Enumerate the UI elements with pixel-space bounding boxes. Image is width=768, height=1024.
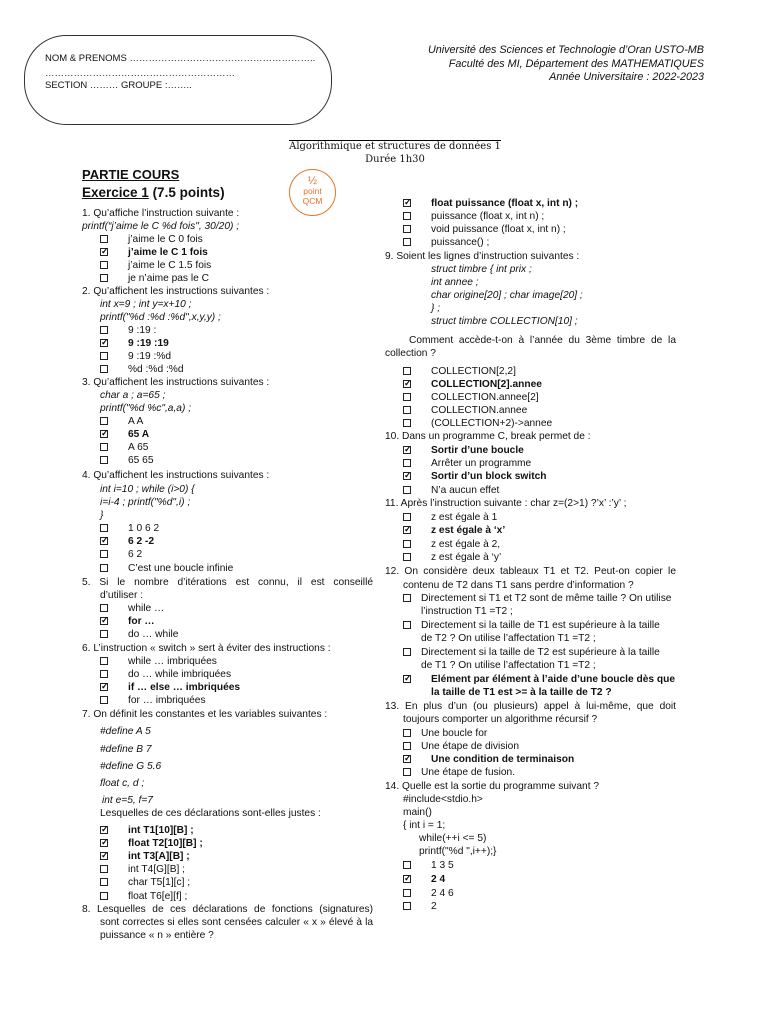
checkbox[interactable] [100,604,108,612]
text-line [431,686,612,699]
line-text: #define G 5.6 [100,761,162,772]
text-line [100,483,195,496]
line-text: 14. Quelle est la sortie du programme suivant ? [385,781,600,792]
option-line [100,548,142,561]
line-text: 1 3 5 [431,860,454,871]
checkbox[interactable] [403,861,411,869]
line-text: int T1[10][B] ; [128,825,194,836]
text-line [385,780,599,793]
checkbox[interactable] [100,630,108,638]
option-line [403,727,487,740]
checked-checkbox[interactable] [100,683,108,691]
line-text: #define A 5 [100,726,151,737]
section-title: PARTIE COURS [82,167,180,182]
option-line [100,428,149,441]
option-line [100,441,148,454]
text-line [82,903,373,916]
option-line [403,484,499,497]
checked-checkbox[interactable] [403,380,411,388]
option-line [403,646,660,659]
university-header [428,44,704,85]
line-text: j’aime le C 1 fois [128,247,208,258]
checkbox[interactable] [100,524,108,532]
text-line [385,497,626,510]
line-text: contenu de T2 dans T1 sans perdre d’information ? [403,580,634,591]
checkbox[interactable] [403,393,411,401]
line-text: Directement si la taille de T1 est supérieure à la taille [421,620,660,631]
badge-point: point [303,186,322,196]
line-text: z est égale à ‘x’ [431,525,506,536]
line-text: int T4[G][B] ; [128,864,185,875]
option-line [100,272,209,285]
line-text: float T2[10][B] ; [128,838,203,849]
checkbox[interactable] [100,352,108,360]
line-text: 3. Qu’affichent les instructions suivantes : [82,377,270,388]
line-text: (COLLECTION+2)->annee [431,418,553,429]
line-text: #include<stdio.h> [403,794,483,805]
name-field[interactable]: NOM & PRENOMS ………………………………………………….. [45,53,316,64]
line-text: Directement si T1 et T2 sont de même taille ? On utilise [421,593,672,604]
checkbox[interactable] [100,274,108,282]
checked-checkbox[interactable] [100,339,108,347]
line-text: A A [128,416,144,427]
option-line [403,592,671,605]
text-line [419,832,486,845]
student-id-box [24,35,332,125]
text-line [100,916,373,929]
option-line [100,454,154,467]
option-line [403,859,454,872]
text-line [82,708,327,721]
option-line [100,824,194,837]
text-line [403,713,597,726]
line-text: 11. Après l’instruction suivante : char z=(2>1) ?’x’ :’y’ ; [385,498,627,509]
line-text: for … imbriquées [128,695,206,706]
text-line [431,276,479,289]
line-text: 6. L’instruction « switch » sert à éviter des instructions : [82,643,331,654]
option-line [403,673,675,686]
line-text: while(++i <= 5) [419,833,487,844]
line-text: z est égale à ‘y’ [431,552,502,563]
line-text: while … [128,603,165,614]
checkbox[interactable] [403,889,411,897]
checkbox[interactable] [100,657,108,665]
line-text: Comment accède-t-on à l’année du 3ème timbre de la [409,335,676,346]
line-text: float c, d ; [100,778,145,789]
option-line [403,365,516,378]
text-line [100,725,151,738]
line-text: Arrêter un programme [431,458,532,469]
line-text: 10. Dans un programme C, break permet de : [385,431,591,442]
line-text: 2 4 [431,874,446,885]
option-line [100,694,206,707]
option-line [100,562,233,575]
line-text: COLLECTION[2,2] [431,366,516,377]
option-line [403,766,515,779]
checkbox[interactable] [403,238,411,246]
checkbox[interactable] [100,456,108,464]
line-text: z est égale à 1 [431,512,498,523]
exercise-points: (7.5 points) [148,185,225,200]
checked-checkbox[interactable] [100,826,108,834]
text-line [82,376,269,389]
department-name: Faculté des MI, Département des MATHEMATIQUES [448,57,704,70]
option-line [403,619,660,632]
exam-title-block [0,140,768,166]
line-text: Une condition de terminaison [431,754,575,765]
line-text: %d :%d :%d [128,364,184,375]
checkbox[interactable] [403,648,411,656]
option-line [403,887,454,900]
academic-year: Année Universitaire : 2022-2023 [549,71,704,83]
text-line [100,402,191,415]
line-text: COLLECTION[2].annee [431,379,542,390]
checkbox[interactable] [403,594,411,602]
option-line [403,444,524,457]
line-text: 9 :19 :19 [128,338,169,349]
option-line [100,850,190,863]
checkbox[interactable] [403,902,411,910]
option-line [403,223,566,236]
line-text: Une boucle for [421,728,488,739]
line-text: d’utiliser : [100,590,144,601]
checkbox[interactable] [403,406,411,414]
checked-checkbox[interactable] [100,537,108,545]
option-line [403,873,445,886]
option-line [100,863,185,876]
line-text: float puissance (float x, int n) ; [431,198,579,209]
exam-duration: Durée 1h30 [365,154,425,165]
line-text: de T1 ? On utilise l’affectation T1 =T2 ; [421,660,596,671]
line-text: Sortir d’un block switch [431,471,547,482]
option-line [403,391,539,404]
option-line [403,236,489,249]
line-text: collection ? [385,348,436,359]
option-line [100,655,217,668]
text-line [100,389,165,402]
text-line [409,334,676,347]
line-text: 2. Qu’affichent les instructions suivantes : [82,286,270,297]
text-line [82,207,239,220]
text-line [421,659,596,672]
line-text: 1 0 6 2 [128,523,160,534]
checked-checkbox[interactable] [403,526,411,534]
line-text: int e=5, f=7 [102,795,153,806]
text-line [385,347,436,360]
line-text: sont correctes si elles sont censées calculer « x » élevé à la [100,917,373,928]
checkbox[interactable] [403,225,411,233]
option-line [403,457,531,470]
text-line [100,777,144,790]
text-line [100,760,161,773]
option-line [100,522,159,535]
option-line [100,535,154,548]
line-text: struct timbre { int prix ; [431,264,532,275]
line-text: i=i-4 ; printf("%d",i) ; [100,497,191,508]
checkbox[interactable] [403,419,411,427]
text-line [100,311,221,324]
line-text: 2 [431,901,437,912]
line-text: int annee ; [431,277,479,288]
line-text: #define B 7 [100,744,152,755]
points-badge [289,169,336,216]
badge-qcm: QCM [302,196,323,206]
exercise-title [82,185,225,200]
text-line [102,794,153,807]
option-line [403,404,527,417]
text-line [82,576,373,589]
line-text: { int i = 1; [403,820,446,831]
text-line [419,845,496,858]
line-text: 1. Qu’affiche l’instruction suivante : [82,208,240,219]
checked-checkbox[interactable] [100,852,108,860]
line-text: 4. Qu’affichent les instructions suivantes : [82,470,270,481]
text-line [82,642,331,655]
line-text: printf("%d %c",a,a) ; [100,403,192,414]
line-text: la taille de T1 est >= à la taille de T2 ? [431,687,612,698]
line-text: 6 2 [128,549,143,560]
text-line [403,793,483,806]
line-text: 9 :19 : [128,325,157,336]
checkbox[interactable] [403,513,411,521]
option-line [403,197,578,210]
line-text: float T6[e][f] ; [128,891,188,902]
checkbox[interactable] [403,212,411,220]
line-text: char origine[20] ; char image[20] ; [431,290,583,301]
text-line [431,302,440,315]
line-text: j’aime le C 0 fois [128,234,203,245]
checkbox[interactable] [100,878,108,886]
text-line [431,263,532,276]
line-text: puissance « n » entière ? [100,930,214,941]
text-line [403,819,445,832]
line-text: 13. En plus d’un (ou plusieurs) appel à lui-même, que doit [385,701,676,712]
checkbox[interactable] [100,696,108,704]
option-line [403,378,542,391]
text-line [100,298,191,311]
line-text: Une étape de division [421,741,519,752]
option-line [100,363,184,376]
option-line [403,470,546,483]
checkbox[interactable] [100,261,108,269]
line-text: toujours comporter un algorithme récursif ? [403,714,598,725]
option-line [100,602,164,615]
line-text: } ; [431,303,441,314]
checked-checkbox[interactable] [100,430,108,438]
text-line [100,807,321,820]
text-line [82,469,269,482]
line-text: A 65 [128,442,149,453]
checkbox[interactable] [100,443,108,451]
line-text: Sortir d’une boucle [431,445,524,456]
checkbox[interactable] [100,326,108,334]
line-text: 65 A [128,429,150,440]
line-text: 2 4 6 [431,888,454,899]
line-text: printf("%d ",i++);} [419,846,497,857]
text-line [403,579,634,592]
checkbox[interactable] [100,670,108,678]
line-text: } [100,510,104,521]
option-line [100,890,187,903]
checked-checkbox[interactable] [403,875,411,883]
text-line [385,430,591,443]
line-text: COLLECTION.annee [431,405,528,416]
line-text: je n’aime pas le C [128,273,209,284]
checkbox[interactable] [403,367,411,375]
checkbox[interactable] [100,892,108,900]
line-text: l’instruction T1 =T2 ; [421,606,513,617]
exercise-name: Exercice 1 [82,185,149,200]
checked-checkbox[interactable] [100,248,108,256]
line-text: void puissance (float x, int n) ; [431,224,566,235]
option-line [403,753,574,766]
line-text: main() [403,807,432,818]
option-line [100,233,203,246]
line-text: char T5[1][c] ; [128,877,191,888]
text-line [421,605,513,618]
line-text: Elément par élément à l’aide d’une boucle dès que [431,674,676,685]
line-text: z est égale à 2, [431,539,501,550]
line-text: char a ; a=65 ; [100,390,166,401]
badge-fraction: ½ [307,175,318,187]
checked-checkbox[interactable] [403,199,411,207]
line-text: COLLECTION.annee[2] [431,392,539,403]
line-text: do … while [128,629,179,640]
checkbox[interactable] [403,459,411,467]
checked-checkbox[interactable] [403,446,411,454]
option-line [100,259,211,272]
text-line [385,700,676,713]
line-text: Une étape de fusion. [421,767,516,778]
checked-checkbox[interactable] [100,839,108,847]
line-text: 65 65 [128,455,154,466]
checkbox[interactable] [100,865,108,873]
checkbox[interactable] [403,540,411,548]
text-line [421,632,596,645]
line-text: int i=10 ; while (i>0) { [100,484,195,495]
line-text: 7. On définit les constantes et les variables suivantes : [82,709,328,720]
option-line [100,876,190,889]
line-text: Directement si la taille de T2 est supérieure à la taille [421,647,660,658]
university-name: Université des Sciences et Technologie d’Oran USTO-MB [427,44,704,56]
option-line [403,417,552,430]
option-line [100,615,155,628]
text-line [403,806,432,819]
text-line [431,315,578,328]
checkbox[interactable] [403,486,411,494]
line-text: 6 2 -2 [128,536,155,547]
exam-title: Algorithmique et structures de données 1 [289,141,501,152]
line-text: puissance() ; [431,237,490,248]
option-line [403,511,497,524]
checkbox[interactable] [100,235,108,243]
checked-checkbox[interactable] [403,675,411,683]
text-line [82,285,269,298]
checkbox[interactable] [403,742,411,750]
option-line [100,668,231,681]
text-line [385,250,579,263]
checkbox[interactable] [100,365,108,373]
line-text: puissance (float x, int n) ; [431,211,545,222]
checked-checkbox[interactable] [100,617,108,625]
checkbox[interactable] [403,729,411,737]
text-line [100,743,152,756]
line-text: 9. Soient les lignes d’instruction suivantes : [385,251,580,262]
line-text: de T2 ? On utilise l’affectation T1 =T2 ; [421,633,596,644]
checked-checkbox[interactable] [403,472,411,480]
option-line [403,524,505,537]
option-line [100,337,169,350]
line-text: do … while imbriquées [128,669,232,680]
text-line [100,589,143,602]
checkbox[interactable] [403,621,411,629]
checkbox[interactable] [403,553,411,561]
checked-checkbox[interactable] [403,755,411,763]
option-line [403,740,519,753]
line-text: printf("%d :%d :%d",x,y,y) ; [100,312,221,323]
option-line [403,551,501,564]
line-text: 9 :19 :%d [128,351,172,362]
line-text: N’a aucun effet [431,485,500,496]
line-text: 8. Lesquelles de ces déclarations de fonctions (signatures) [82,904,373,915]
option-line [100,628,178,641]
line-text: j’aime le C 1.5 fois [128,260,212,271]
line-text: C’est une boucle infinie [128,563,234,574]
text-line [100,496,190,509]
option-line [403,538,500,551]
line-text: for … [128,616,155,627]
option-line [403,210,544,223]
line-text: printf(“j’aime le C %d fois", 30/20) ; [82,221,240,232]
line-text: 5. Si le nombre d’itérations est connu, il est conseillé [82,577,373,588]
line-text: struct timbre COLLECTION[10] ; [431,316,578,327]
text-line [385,565,676,578]
section-group-field[interactable]: SECTION ……… GROUPE :…….. [45,80,192,91]
line-text: 12. On considère deux tableaux T1 et T2. Peut-on copier le [385,566,676,577]
checkbox[interactable] [403,768,411,776]
checkbox[interactable] [100,417,108,425]
option-line [100,681,240,694]
text-line [82,220,239,233]
line-text: int x=9 ; int y=x+10 ; [100,299,192,310]
option-line [100,350,171,363]
option-line [100,246,208,259]
checkbox[interactable] [100,550,108,558]
option-line [100,837,203,850]
line-text: Lesquelles de ces déclarations sont-elles justes : [100,808,321,819]
line-text: while … imbriquées [128,656,217,667]
line-text: if … else … imbriquées [128,682,241,693]
text-line [431,289,583,302]
checkbox[interactable] [100,564,108,572]
text-line [100,929,214,942]
line-text: int T3[A][B] ; [128,851,190,862]
text-line [100,509,103,522]
name-continuation-line[interactable]: …………………………………………………… [45,68,235,79]
option-line [403,900,437,913]
